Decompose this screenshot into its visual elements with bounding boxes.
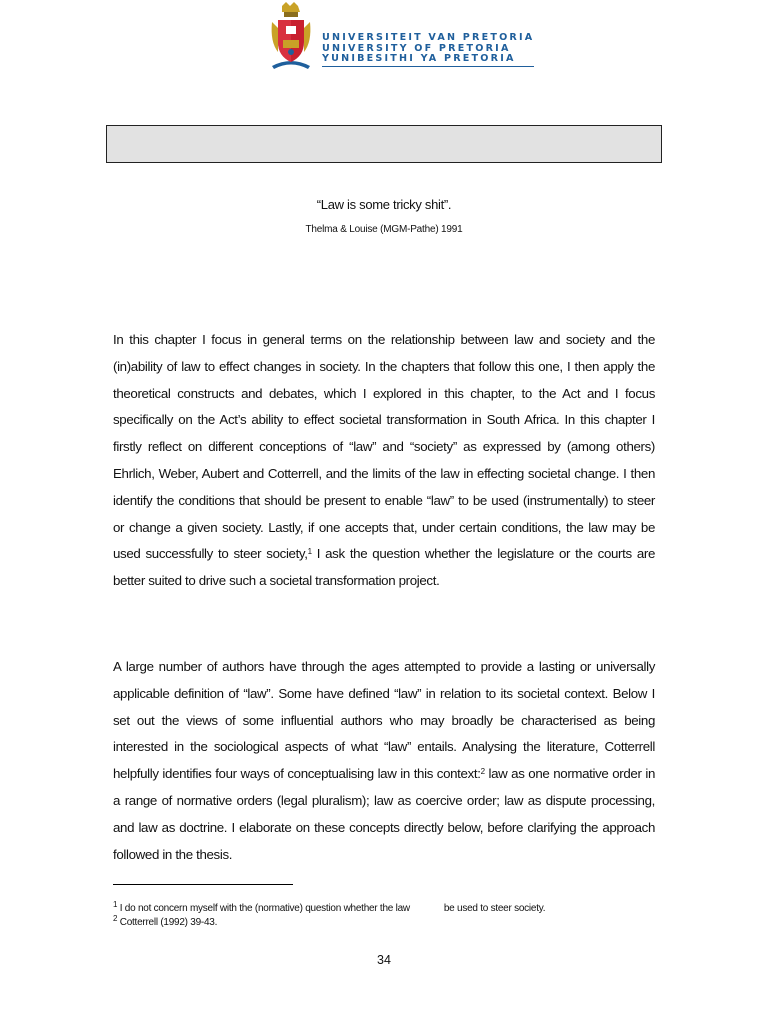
footnote-ref-2[interactable]: 2 <box>480 767 485 777</box>
page-number: 34 <box>377 953 391 967</box>
epigraph-source: Thelma & Louise (MGM-Pathe) 1991 <box>305 224 463 235</box>
footnote-2-number: 2 <box>113 914 118 923</box>
body-paragraph-1 <box>113 327 655 595</box>
university-name-sepedi: YUNIBESITHI YA PRETORIA <box>322 54 534 67</box>
paragraph-2-text-a: A large number of authors have through the ages attempted to provide a lasting or universally applicable definition of “law”. Some have defined “law” in relation to its societal context. Below I set out the views of some influential authors who may broadly be characterised as being interested in the sociological aspects of what “law” entails. Analysing the literature, Cotterrell helpfully identifies four ways of conceptualising law in this context: <box>113 659 655 782</box>
footnote-2-text: Cotterrell (1992) 39-43. <box>117 917 218 928</box>
paragraph-2-text-b: law as one normative order in a range of normative orders (legal pluralism); law as coercive order; law as dispute processing, and law as doctrine. I elaborate on these concepts directly below, before clarifying the approach followed in the thesis. <box>113 766 655 862</box>
footnote-1-number: 1 <box>113 900 118 909</box>
university-crest-icon <box>268 2 314 70</box>
footnote-ref-1[interactable]: 1 <box>307 547 312 557</box>
footnote-1-text-a: I do not concern myself with the (normative) question whether the law <box>117 903 410 914</box>
university-name-english: UNIVERSITY OF PRETORIA <box>322 42 511 54</box>
footnote-2 <box>113 914 218 928</box>
epigraph-quote: “Law is some tricky shit”. <box>316 197 452 212</box>
body-paragraph-2 <box>113 654 655 868</box>
footnote-1 <box>113 900 546 914</box>
paragraph-1-text-b: I ask the question whether the legislature or the courts are better suited to drive such a societal transformation project. <box>113 546 655 589</box>
chapter-title-box <box>106 125 662 163</box>
paragraph-1-text-a: In this chapter I focus in general terms on the relationship between law and society and the (in)ability of law to effect changes in society. In the chapters that follow this one, I then apply the theoretical constructs and debates, which I explored in this chapter, to the Act and I focus specifically on the Act’s ability to effect societal transformation in South Africa. In this chapter I firstly reflect on different conceptions of “law” and “society” as expressed by (among others) Ehrlich, Weber, Aubert and Cotterrell, and the limits of the law in effecting societal change. I then identify the conditions that should be present to enable “law” to be used (instrumentally) to steer or change a given society. Lastly, if one accepts that, under certain conditions, the law may be used successfully to steer society, <box>113 332 655 562</box>
university-names <box>322 33 534 67</box>
footnote-1-text-b: be used to steer society. <box>443 903 546 914</box>
university-name-afrikaans: UNIVERSITEIT VAN PRETORIA <box>322 32 535 43</box>
footnote-separator <box>113 884 293 885</box>
university-header <box>268 2 535 70</box>
